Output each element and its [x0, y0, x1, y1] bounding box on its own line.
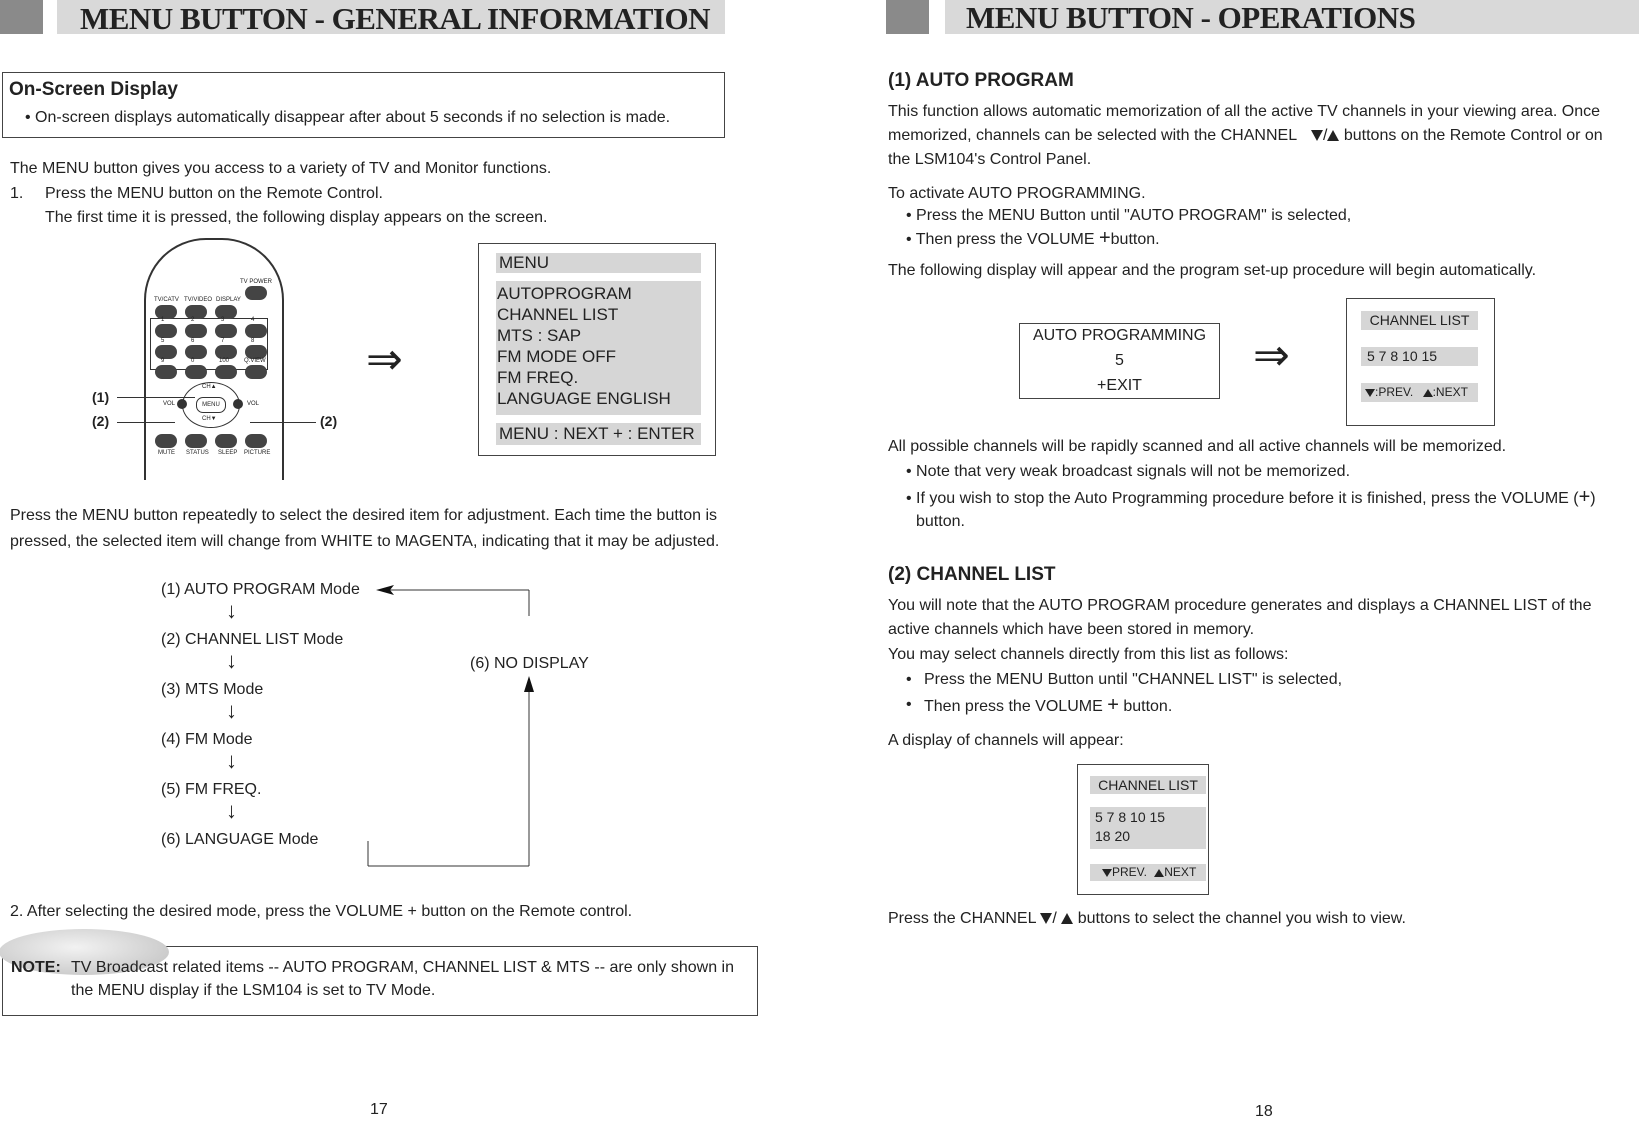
channel-list-1-title: CHANNEL LIST	[1361, 311, 1478, 330]
sec2-line-2: active channels which have been stored in memory.	[888, 621, 1255, 638]
menu-display-title: MENU	[496, 253, 701, 273]
auto-programming-line-3: +EXIT	[1097, 377, 1142, 394]
digit-4-button[interactable]	[245, 324, 267, 338]
sec1-line-2a: memorized, channels can be selected with the CHANNEL	[888, 127, 1297, 144]
prev-label: :PREV.	[1375, 385, 1414, 399]
digit-7-button[interactable]	[215, 345, 237, 359]
digit-8-button[interactable]	[245, 345, 267, 359]
sec1-line-2b: buttons on the Remote Control or on	[1343, 127, 1603, 144]
digit-5-button[interactable]	[155, 345, 177, 359]
digit-label: 7	[221, 338, 225, 344]
sec2-bullet-1: Press the MENU Button until "CHANNEL LIST" is selected,	[924, 671, 1343, 688]
tvcatv-label: TV/CATV	[154, 297, 179, 303]
sec2-bullet-2	[924, 693, 1172, 719]
note-line-1: TV Broadcast related items -- AUTO PROGRAM, CHANNEL LIST & MTS -- are only shown in	[71, 959, 735, 976]
flow-item-1: (1) AUTO PROGRAM Mode	[161, 581, 360, 598]
sec2-bullet-2-dot: •	[906, 696, 912, 713]
flow-arrow-icon: ↓	[226, 698, 237, 723]
picture-label: PICTURE	[244, 450, 271, 456]
sec1-line-3: the LSM104's Control Panel.	[888, 151, 1092, 168]
osd-bullet: • On-screen displays automatically disappear after about 5 seconds if no selection is made.	[25, 109, 671, 126]
flow-item-6: (6) LANGUAGE Mode	[161, 831, 319, 848]
flow-arrow-icon: ↓	[226, 748, 237, 773]
channel-list-2-footer	[1090, 864, 1206, 881]
tvvideo-button[interactable]	[185, 305, 207, 319]
channel-list-1-channels: 5 7 8 10 15	[1361, 347, 1478, 366]
press-channel-a: Press the CHANNEL	[888, 910, 1036, 927]
prev-label: PREV.	[1112, 865, 1147, 879]
channel-list-display-1	[1346, 298, 1495, 426]
channel-list-2-title: CHANNEL LIST	[1090, 776, 1206, 794]
tvcatv-button[interactable]	[155, 305, 177, 319]
note-stop-b: )	[1590, 490, 1596, 507]
flow-item-5: (5) FM FREQ.	[161, 781, 262, 798]
press-channel-text	[888, 907, 1406, 931]
slash: /	[1322, 127, 1328, 144]
callout-2-right-leader	[250, 422, 316, 423]
callout-1: (1)	[92, 389, 110, 405]
flow-loop-lines	[320, 570, 540, 875]
next-icon	[1423, 389, 1433, 397]
flow-arrow-icon: ↓	[226, 648, 237, 673]
page-number-18: 18	[1255, 1103, 1273, 1120]
ch-up-button[interactable]: CH▲	[202, 384, 217, 390]
prev-icon	[1102, 869, 1112, 877]
menu-item-autoprogram: AUTOPROGRAM	[497, 284, 632, 303]
bullet-press-volume-a: • Then press the VOLUME	[906, 231, 1095, 248]
menu-display	[478, 243, 716, 456]
following-text: The following display will appear and the program set-up procedure will begin automatically.	[888, 262, 1537, 279]
plus-icon: +	[1578, 486, 1591, 508]
menu-item-fm-freq: FM FREQ.	[497, 368, 579, 387]
picture-button[interactable]	[245, 434, 267, 448]
digit-label: 6	[191, 338, 195, 344]
mute-button[interactable]	[155, 434, 177, 448]
digit-label: 1	[161, 317, 165, 323]
paragraph-2-line-1: Press the MENU button repeatedly to select the desired item for adjustment. Each time the button is	[10, 507, 718, 524]
digit-label: 5	[161, 338, 165, 344]
display-appear-text: A display of channels will appear:	[888, 732, 1124, 749]
note-box	[2, 946, 758, 1016]
digit-label: 4	[251, 317, 255, 323]
note-stop-button: button.	[916, 513, 965, 530]
callout-2-left-leader	[117, 422, 175, 423]
prev-icon	[1365, 389, 1375, 397]
vol-left-label: VOL	[163, 401, 176, 407]
menu-display-items	[496, 281, 701, 415]
header-block	[0, 0, 43, 34]
digit-label: 8	[251, 338, 255, 344]
status-label: STATUS	[186, 450, 209, 456]
plus-icon: +	[1098, 227, 1111, 249]
channel-list-display-2	[1077, 764, 1209, 895]
osd-title: On-Screen Display	[9, 79, 178, 100]
plus-icon: +	[1107, 694, 1119, 716]
sec1-line-1: This function allows automatic memorization of all the active TV channels in your viewing area. Once	[888, 103, 1601, 120]
page-title: MENU BUTTON - GENERAL INFORMATION	[80, 1, 710, 36]
section-2-title: (2) CHANNEL LIST	[888, 564, 1056, 585]
header-block	[886, 0, 929, 34]
digit-label: 3	[221, 317, 225, 323]
tv-power-button[interactable]	[245, 286, 267, 300]
activate-text: To activate AUTO PROGRAMMING.	[888, 185, 1146, 202]
slash: /	[1052, 910, 1057, 927]
channel-up-icon	[1061, 913, 1073, 924]
vol-minus-button[interactable]	[177, 399, 187, 409]
flow-arrow-icon: ↓	[226, 598, 237, 623]
auto-programming-line-1: AUTO PROGRAMMING	[1032, 327, 1207, 344]
paragraph-2-line-2: pressed, the selected item will change from WHITE to MAGENTA, indicating that it may be adjusted.	[10, 533, 720, 550]
sec2-line-3: You may select channels directly from this list as follows:	[888, 646, 1289, 663]
bullet-press-volume-b: button.	[1110, 231, 1160, 248]
digit-3-button[interactable]	[215, 324, 237, 338]
digit-1-button[interactable]	[155, 324, 177, 338]
arrow-right-icon: ⇒	[1253, 331, 1290, 380]
channel-up-icon	[1327, 130, 1339, 141]
mute-label: MUTE	[158, 450, 175, 456]
channel-list-2-row-1: 5 7 8 10 15	[1095, 809, 1166, 825]
digit-9-button[interactable]	[155, 365, 177, 379]
note-stop-a: • If you wish to stop the Auto Programming procedure before it is finished, press the VOLUME (	[906, 490, 1579, 507]
channel-list-2-row-2: 18 20	[1095, 828, 1131, 844]
sec1-line-2	[888, 124, 1603, 148]
step1-subtext: The first time it is pressed, the following display appears on the screen.	[45, 209, 548, 226]
flow-item-3: (3) MTS Mode	[161, 681, 264, 698]
all-channels-text: All possible channels will be rapidly scanned and all active channels will be memorized.	[888, 438, 1507, 455]
digit-6-button[interactable]	[185, 345, 207, 359]
digit-label: 2	[191, 317, 195, 323]
auto-programming-box	[1019, 323, 1220, 399]
channel-list-1-footer	[1361, 383, 1478, 402]
press-channel-b: buttons to select the channel you wish to view.	[1077, 910, 1406, 927]
menu-button[interactable]: MENU	[196, 397, 226, 413]
section-1-title: (1) AUTO PROGRAM	[888, 70, 1074, 91]
sleep-label: SLEEP	[218, 450, 238, 456]
channel-down-icon	[1311, 130, 1323, 141]
flow-item-2: (2) CHANNEL LIST Mode	[161, 631, 344, 648]
callout-1-leader	[117, 397, 195, 398]
digit-label: 9	[161, 358, 165, 364]
page-title: MENU BUTTON - OPERATIONS	[966, 0, 1416, 35]
sec2-line-1: You will note that the AUTO PROGRAM procedure generates and displays a CHANNEL LIST of the	[888, 597, 1592, 614]
menu-item-fm-mode: FM MODE OFF	[497, 347, 616, 366]
channel-list-2-channels	[1090, 807, 1206, 849]
note-line-2: the MENU display if the LSM104 is set to TV Mode.	[71, 982, 436, 999]
step2-text: 2. After selecting the desired mode, press the VOLUME + button on the Remote control.	[10, 903, 633, 920]
note-label: NOTE:	[11, 959, 61, 976]
channel-down-icon	[1040, 913, 1052, 924]
tv-power-label: TV POWER	[240, 279, 273, 285]
note-weak-signals: • Note that very weak broadcast signals will not be memorized.	[906, 463, 1351, 480]
menu-item-language: LANGUAGE ENGLISH	[497, 389, 671, 408]
callout-2-left: (2)	[92, 413, 110, 429]
ch-down-button[interactable]: CH▼	[202, 416, 217, 422]
digit-label: 0	[191, 358, 195, 364]
sec2-bullet-1-dot: •	[906, 671, 912, 688]
auto-programming-line-2: 5	[1115, 352, 1124, 369]
bullet-press-menu: • Press the MENU Button until "AUTO PROGRAM" is selected,	[906, 207, 1352, 224]
tvvideo-label: TV/VIDEO	[184, 297, 213, 303]
menu-item-mts: MTS : SAP	[497, 326, 582, 345]
step1-number: 1.	[10, 185, 24, 202]
callout-2-right: (2)	[320, 413, 338, 429]
sleep-button[interactable]	[215, 434, 237, 448]
next-label: NEXT	[1164, 865, 1197, 879]
next-label: :NEXT	[1432, 385, 1468, 399]
sec2-bullet-2-b: button.	[1123, 698, 1173, 715]
vol-plus-button[interactable]	[233, 399, 243, 409]
flow-item-4: (4) FM Mode	[161, 731, 253, 748]
flow-side-no-display: (6) NO DISPLAY	[470, 655, 589, 672]
digit-0-button[interactable]	[185, 365, 207, 379]
bullet-press-volume	[906, 226, 1160, 252]
step1-text: Press the MENU button on the Remote Control.	[45, 185, 383, 202]
display-label: DISPLAY	[216, 297, 241, 303]
digit-100-button[interactable]	[215, 365, 237, 379]
loop-arrowhead-up-icon	[524, 676, 534, 692]
on-screen-display-box	[2, 72, 725, 138]
qview-button[interactable]	[245, 365, 267, 379]
vol-right-label: VOL	[247, 401, 260, 407]
arrow-right-icon: ⇒	[366, 335, 403, 384]
digit-label: Q.VIEW	[244, 358, 266, 364]
digit-label: 100	[219, 358, 230, 364]
menu-display-footer: MENU : NEXT + : ENTER	[496, 423, 701, 445]
digit-2-button[interactable]	[185, 324, 207, 338]
page-number-17: 17	[370, 1101, 388, 1118]
display-button[interactable]	[215, 305, 237, 319]
sec2-bullet-2-a: Then press the VOLUME	[924, 698, 1103, 715]
intro-text: The MENU button gives you access to a variety of TV and Monitor functions.	[10, 160, 552, 177]
next-icon	[1154, 869, 1164, 877]
note-stop	[906, 485, 1596, 511]
menu-item-channel-list: CHANNEL LIST	[497, 305, 619, 324]
flow-arrow-icon: ↓	[226, 798, 237, 823]
status-button[interactable]	[185, 434, 207, 448]
